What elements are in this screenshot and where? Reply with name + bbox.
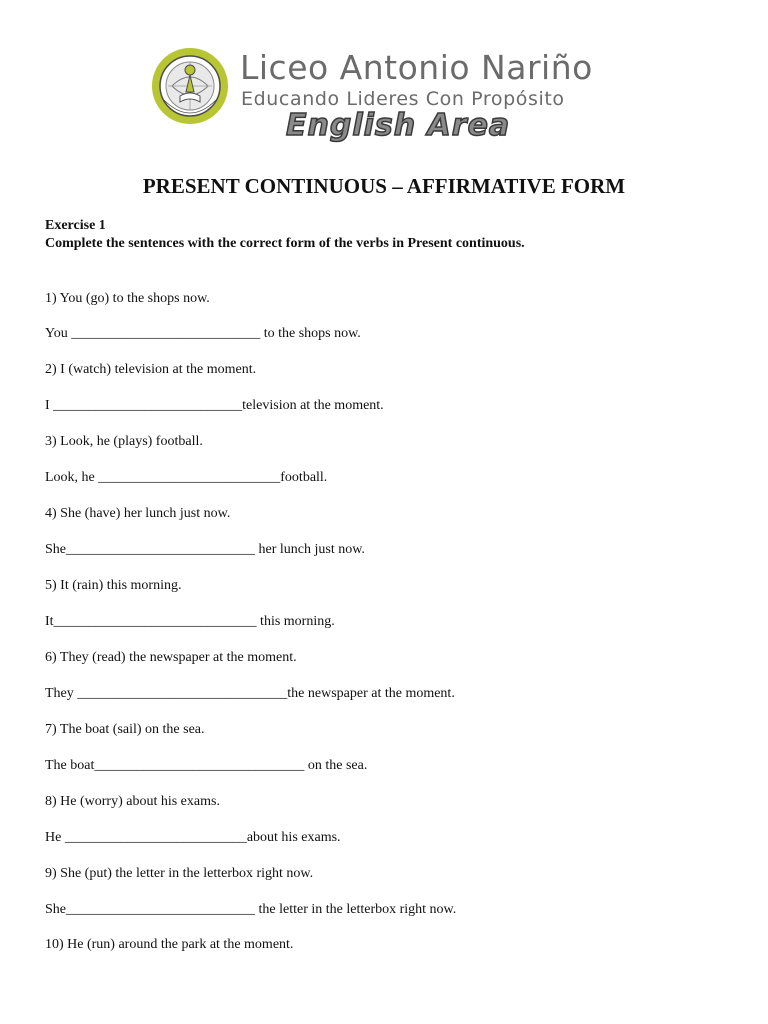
school-header (150, 44, 620, 150)
exercise-line: Look, he __________________________football. (45, 470, 328, 485)
school-name: Liceo Antonio Nariño (240, 48, 593, 87)
exercise-instructions: Complete the sentences with the correct form of the verbs in Present continuous. (45, 236, 525, 251)
exercise-line: 6) They (read) the newspaper at the moment. (45, 650, 297, 665)
exercise-line: 4) She (have) her lunch just now. (45, 506, 231, 521)
exercise-line: 5) It (rain) this morning. (45, 578, 182, 593)
page-title: PRESENT CONTINUOUS – AFFIRMATIVE FORM (142, 174, 626, 198)
exercise-line: 8) He (worry) about his exams. (45, 794, 220, 809)
school-seal-logo (150, 46, 230, 126)
exercise-line: 2) I (watch) television at the moment. (45, 362, 257, 377)
exercise-line: It_____________________________ this morning. (45, 614, 335, 629)
exercise-line: 3) Look, he (plays) football. (45, 434, 203, 449)
exercise-line: I ___________________________television at the moment. (45, 398, 384, 413)
exercise-line: The boat______________________________ on the sea. (45, 758, 368, 773)
exercise-line: 10) He (run) around the park at the moment. (45, 937, 294, 952)
school-motto: Educando Lideres Con Propósito (241, 88, 565, 110)
exercise-line: She___________________________ her lunch just now. (45, 542, 365, 557)
exercise-line: 9) She (put) the letter in the letterbox right now. (45, 866, 314, 881)
exercise-label: Exercise 1 (45, 218, 106, 233)
exercise-line: She___________________________ the letter in the letterbox right now. (45, 902, 457, 917)
exercise-line: 1) You (go) to the shops now. (45, 291, 210, 306)
exercise-line: You ___________________________ to the shops now. (45, 326, 361, 341)
exercise-line: They ______________________________the newspaper at the moment. (45, 686, 455, 701)
exercise-line: 7) The boat (sail) on the sea. (45, 722, 205, 737)
english-area-label: English Area (286, 108, 511, 143)
exercise-line: He __________________________about his exams. (45, 830, 341, 845)
